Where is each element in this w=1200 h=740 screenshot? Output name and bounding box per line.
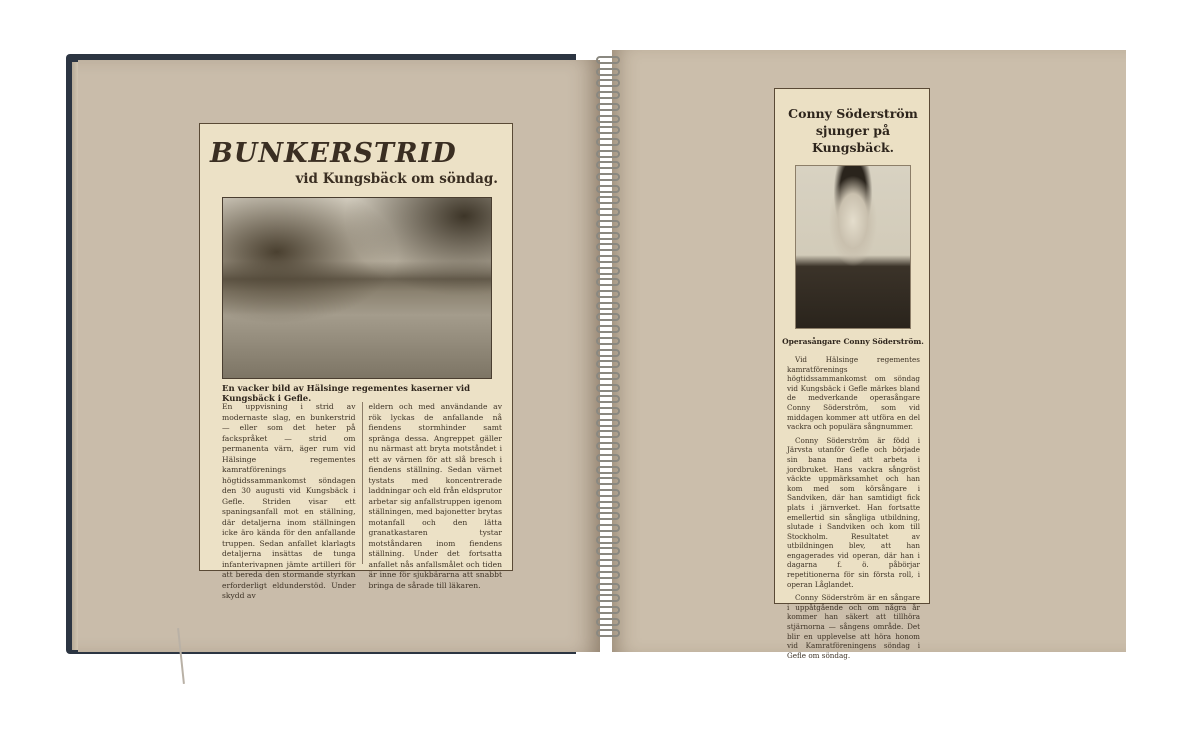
spiral-ring	[596, 524, 620, 532]
spiral-ring	[596, 220, 620, 228]
spiral-ring	[596, 454, 620, 462]
spiral-ring	[596, 138, 620, 146]
clipping-headline: BUNKERSTRID	[210, 138, 457, 169]
spiral-ring	[596, 466, 620, 474]
spiral-ring	[596, 290, 620, 298]
spiral-ring	[596, 606, 620, 614]
spiral-ring	[596, 629, 620, 637]
portrait-photo	[795, 165, 911, 329]
newspaper-clipping-conny	[774, 88, 930, 660]
spiral-ring	[596, 278, 620, 286]
spiral-ring	[596, 501, 620, 509]
spiral-ring	[596, 618, 620, 626]
article-paragraph: Vid Hälsinge regementes kamratförenings högtidssammankomst om söndag vid Kungsbäck i Gefle märkes bland de medverkande operasångare Conny Söderström, som vid middagen kommer att utföra en del vackra och populära sångnummer.	[787, 355, 920, 432]
spiral-ring	[596, 302, 620, 310]
barracks-photo	[222, 197, 492, 379]
spiral-ring	[596, 571, 620, 579]
spiral-ring	[596, 547, 620, 555]
spiral-ring	[596, 232, 620, 240]
spiral-ring	[596, 594, 620, 602]
photo-caption: En vacker bild av Hälsinge regementes kaserner vid Kungsbäck i Gefle.	[222, 384, 471, 404]
portrait-caption: Operasångare Conny Söderström.	[782, 337, 924, 346]
spiral-ring	[596, 56, 620, 64]
spiral-ring	[596, 173, 620, 181]
spiral-binding	[596, 56, 622, 646]
spiral-ring	[596, 267, 620, 275]
article-paragraph: Conny Söderström är en sångare i uppåtgående och om några år kommer han säkert att tillhöra stjärnorna — sångens område. Det blir en upplevelse att höra honom vid Kamratföreningens söndag i Gefle om söndag.	[787, 593, 920, 660]
spiral-ring	[596, 384, 620, 392]
spiral-ring	[596, 68, 620, 76]
spiral-ring	[596, 91, 620, 99]
spiral-ring	[596, 559, 620, 567]
spiral-ring	[596, 337, 620, 345]
spiral-ring	[596, 196, 620, 204]
spiral-ring	[596, 255, 620, 263]
spiral-ring	[596, 150, 620, 158]
spiral-ring	[596, 395, 620, 403]
spiral-ring	[596, 442, 620, 450]
spiral-ring	[596, 372, 620, 380]
spiral-ring	[596, 126, 620, 134]
spiral-ring	[596, 243, 620, 251]
spiral-ring	[596, 536, 620, 544]
newspaper-clipping-bunkerstrid	[199, 123, 513, 600]
spiral-ring	[596, 360, 620, 368]
clipping-subheadline: vid Kungsbäck om söndag.	[295, 171, 498, 187]
spiral-ring	[596, 349, 620, 357]
spiral-ring	[596, 115, 620, 123]
article-paragraph: Conny Söderström är född i Järvsta utanför Gefle och började sin bana med att arbeta i jordbruket. Hans vackra sångröst väckte uppmärksamhet och han kom med som körsångare i Sandviken, där han samtidigt fick plats i järnverket. Han fortsatte emellertid sin sångliga utbildning, slutade i Sandviken och kom till Stockholm. Resultatet av utbildningen blev, att han engagerades vid operan, där han i dagarna f. ö. påbörjar repetitionerna för sin första roll, i operan Låglandet.	[787, 435, 920, 589]
spiral-ring	[596, 185, 620, 193]
article-body	[787, 355, 920, 664]
article-columns	[222, 402, 502, 600]
column-divider	[362, 402, 363, 564]
spiral-ring	[596, 103, 620, 111]
article-column-left: En uppvisning i strid av modernaste slag, en bunkerstrid — eller som det heter på fackspråket — strid om permanenta värn, äger rum vid Hälsinge regementes kamratförenings högtidssammankomst söndagen den 30 augusti vid Kungsbäck i Gefle. Striden visar ett spaningsanfall mot en ställning, där detaljerna inom ställningen icke äro kända för den anfallande truppen. Sedan anfallet klarlagts detaljerna insättas de tunga infanterivapnen jämte artilleri för att bereda den stormande styrkan erforderligt eldunderstöd. Under skydd av	[222, 402, 356, 600]
spiral-ring	[596, 313, 620, 321]
spiral-ring	[596, 407, 620, 415]
spiral-ring	[596, 419, 620, 427]
spiral-ring	[596, 161, 620, 169]
spiral-ring	[596, 325, 620, 333]
spiral-ring	[596, 79, 620, 87]
spiral-ring	[596, 430, 620, 438]
article-column-right: eldern och med användande av rök lyckas de anfallande nå fiendens stormhinder samt spränga dessa. Angreppet gäller nu närmast att bryta motståndet i ett av värnen för att slå bresch i fiendens ställning. Sedan värnet tystats med koncentrerade laddningar och eld från eldsprutor arbetar sig anfallstruppen igenom ställningen, med bajonetter brytas motanfall och den lätta granatkastaren tystar motståndaren inom fiendens ställning. Under det fortsatta anfallet nås anfallsmålet och tiden är inne för sjukbärarna att snabbt bringa de sårade till läkaren.	[368, 402, 502, 590]
clipping-title: Conny Söderström sjunger på Kungsbäck.	[788, 106, 918, 155]
spiral-ring	[596, 489, 620, 497]
spiral-ring	[596, 583, 620, 591]
spiral-ring	[596, 208, 620, 216]
spiral-ring	[596, 477, 620, 485]
spiral-ring	[596, 512, 620, 520]
